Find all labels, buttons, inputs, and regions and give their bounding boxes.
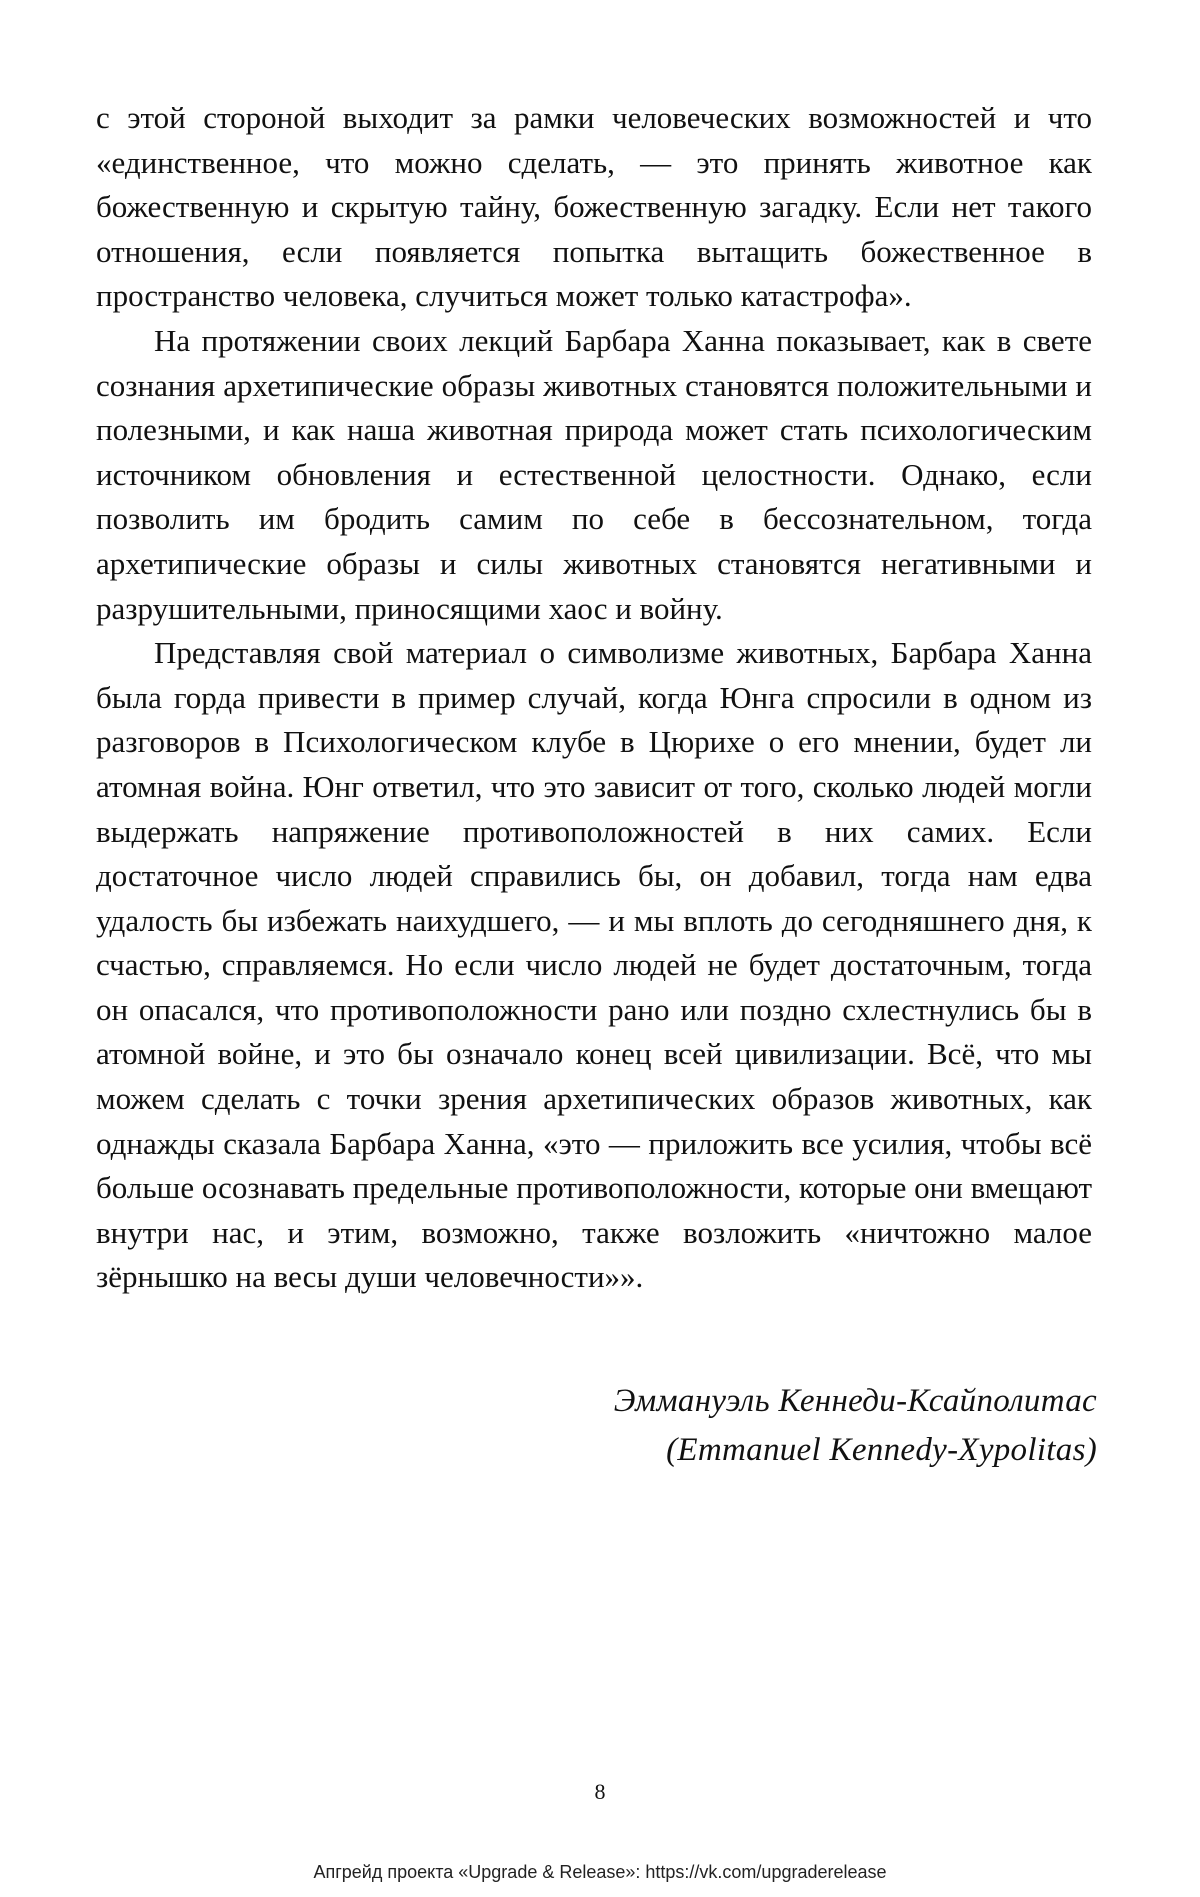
paragraph-3: Представляя свой материал о символизме животных, Барбара Ханна была горда привести в пример случай, когда Юнга спросили в одном из разговоров в Психологическом клубе в Цюрихе о его мнении, будет ли атомная война. Юнг ответил, что это зависит от того, сколько людей могли выдержать напряжение противоположностей в них самих. Если достаточное число людей справились бы, он добавил, тогда нам едва удалость бы избежать наихудшего, — и мы вплоть до сегодняшнего дня, к счастью, справляемся. Но если число людей не будет достаточным, тогда он опасался, что противоположности рано или поздно схлестнулись бы в атомной войне, и это бы означало конец всей цивилизации. Всё, что мы можем сделать с точки зрения архетипических образов животных, как однажды сказала Барбара Ханна, «это — приложить все усилия, чтобы всё больше осознавать предельные противоположности, которые они вмещают внутри нас, и этим, возможно, также возложить «ничтожно малое зёрнышко на весы души человечности»». — [96, 635, 1092, 1295]
author-name-latin: (Emmanuel Kennedy-Xypolitas) — [666, 1432, 1097, 1468]
paragraph-2: На протяжении своих лекций Барбара Ханна показывает, как в свете сознания архетипические образы животных становятся положительными и полезными, и как наша животная природа может стать психологическим источником обновления и естественной целостности. Однако, если позволить им бродить самим по себе в бессознательном, тогда архетипические образы и силы животных становятся негативными и разрушительными, приносящими хаос и войну. — [96, 322, 1092, 626]
footer-credit: Апгрейд проекта «Upgrade & Release»: https://vk.com/upgraderelease — [313, 1862, 887, 1882]
paragraph-1: с этой стороной выходит за рамки человеческих возможностей и что «единственное, что можно сделать, — это принять животное как божественную и скрытую тайну, божественную загадку. Если нет такого отношения, если появляется попытка вытащить божественное в пространство человека, случиться может только катастрофа». — [96, 100, 1092, 314]
author-signature — [614, 1377, 1097, 1475]
page-number: 8 — [594, 1779, 606, 1804]
body-text — [96, 96, 1092, 1300]
author-name-russian: Эммануэль Кеннеди-Ксайполитас — [613, 1383, 1097, 1419]
